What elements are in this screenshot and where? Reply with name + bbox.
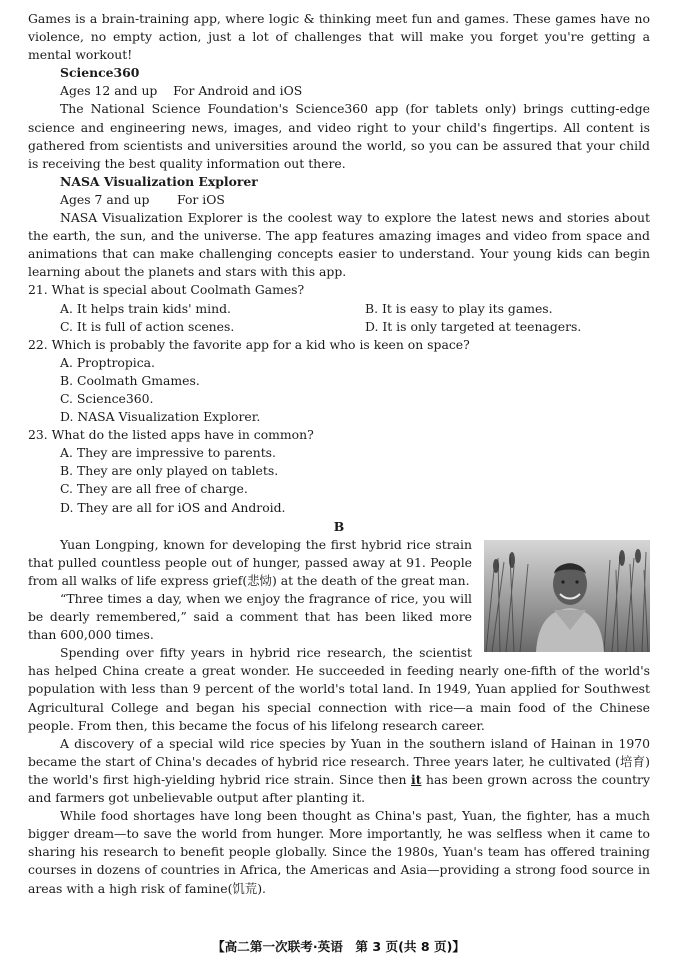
p4-text-before: A discovery of a special wild rice species by Yuan in the southern island of Hainan in 1970 became the start of China's decades of hybrid rice research. Three years later, he cultivated (培育) the world's first high-yielding hybrid rice strain. Since then bbox=[28, 735, 650, 787]
intro-tail-paragraph: Games is a brain-training app, where logic & thinking meet fun and games. These games have no violence, no empty action, just a lot of challenges that will make you forget you're getting a mental workout! bbox=[28, 11, 650, 63]
section-b-paragraph-3: Spending over fifty years in hybrid rice research, the scientist has helped China create a great wonder. He succeeded in feeding nearly one-fifth of the world's population with less than 9 percent of the world's total land. In 1949, Yuan applied for Southwest Agricultural College and began his special connection with rice—a main food of the Chinese people. From then, this became the focus of his lifelong research career. bbox=[28, 645, 650, 733]
q23-option-d[interactable]: D. They are all for iOS and Android. bbox=[60, 499, 286, 515]
q23-stem: 23. What do the listed apps have in common? bbox=[28, 427, 314, 443]
q23-option-a[interactable]: A. They are impressive to parents. bbox=[60, 445, 276, 461]
nasa-ages: Ages 7 and up For iOS bbox=[60, 191, 225, 207]
section-b-paragraph-5: While food shortages have long been thought as China's past, Yuan, the fighter, has a much bigger dream—to save the world from hunger. More importantly, he was selfless when it came to sharing his research to benefit people globally. Since the 1980s, Yuan's team has offered training courses in dozens of countries in Africa, the Americas and Asia—providing a strong food source in areas with a high risk of famine(饥荒). bbox=[28, 808, 650, 896]
q21-option-b[interactable]: B. It is easy to play its games. bbox=[365, 300, 553, 316]
q21-stem: 21. What is special about Coolmath Games? bbox=[28, 282, 305, 298]
q22-option-c[interactable]: C. Science360. bbox=[60, 390, 154, 406]
q21-option-a[interactable]: A. It helps train kids' mind. bbox=[60, 300, 231, 316]
q21-options-row-2 bbox=[28, 318, 650, 336]
photo-illustration bbox=[484, 540, 650, 652]
science360-ages: Ages 12 and up For Android and iOS bbox=[60, 83, 303, 99]
q23-option-b[interactable]: B. They are only played on tablets. bbox=[60, 463, 279, 479]
section-b-paragraph-2: “Three times a day, when we enjoy the fragrance of rice, you will be dearly remembered,” said a comment that has been liked more than 600,000 times. bbox=[28, 591, 472, 643]
section-b-heading: B bbox=[333, 518, 345, 534]
science360-title: Science360 bbox=[60, 65, 140, 81]
q23-option-c[interactable]: C. They are all free of charge. bbox=[60, 481, 248, 497]
underlined-it: it bbox=[411, 771, 422, 787]
nasa-title: NASA Visualization Explorer bbox=[60, 173, 258, 189]
exam-page bbox=[28, 10, 650, 898]
section-b-paragraph-4 bbox=[28, 735, 650, 807]
q21-option-d[interactable]: D. It is only targeted at teenagers. bbox=[365, 318, 582, 334]
q21-option-c[interactable]: C. It is full of action scenes. bbox=[60, 318, 235, 334]
page-footer: 【高二第一次联考·英语 第 3 页(共 8 页)】 bbox=[212, 939, 465, 954]
yuan-longping-photo bbox=[484, 540, 650, 652]
section-b-paragraph-1: Yuan Longping, known for developing the first hybrid rice strain that pulled countless people out of hunger, passed away at 91. People from all walks of life express grief(悲恸) at the death of the great man. bbox=[28, 536, 472, 588]
q22-option-a[interactable]: A. Proptropica. bbox=[60, 354, 155, 370]
q21-options-row-1 bbox=[28, 300, 650, 318]
p4-text-after: has been grown across the country and farmers got unbelievable output after planting it. bbox=[28, 771, 650, 806]
q22-option-d[interactable]: D. NASA Visualization Explorer. bbox=[60, 409, 261, 425]
science360-body: The National Science Foundation's Science360 app (for tablets only) brings cutting-edge science and engineering news, images, and video right to your child's fingertips. All content is gathered from scientists and universities around the world, so you can be assured that your child is receiving the best quality information out there. bbox=[28, 101, 650, 171]
q22-option-b[interactable]: B. Coolmath Gmames. bbox=[60, 372, 200, 388]
q22-stem: 22. Which is probably the favorite app for a kid who is keen on space? bbox=[28, 336, 470, 352]
nasa-body: NASA Visualization Explorer is the coolest way to explore the latest news and stories about the earth, the sun, and the universe. The app features amazing images and video from space and animations that can make challenging concepts easier to understand. Your young kids can begin learning about the planets and stars with this app. bbox=[28, 210, 650, 280]
